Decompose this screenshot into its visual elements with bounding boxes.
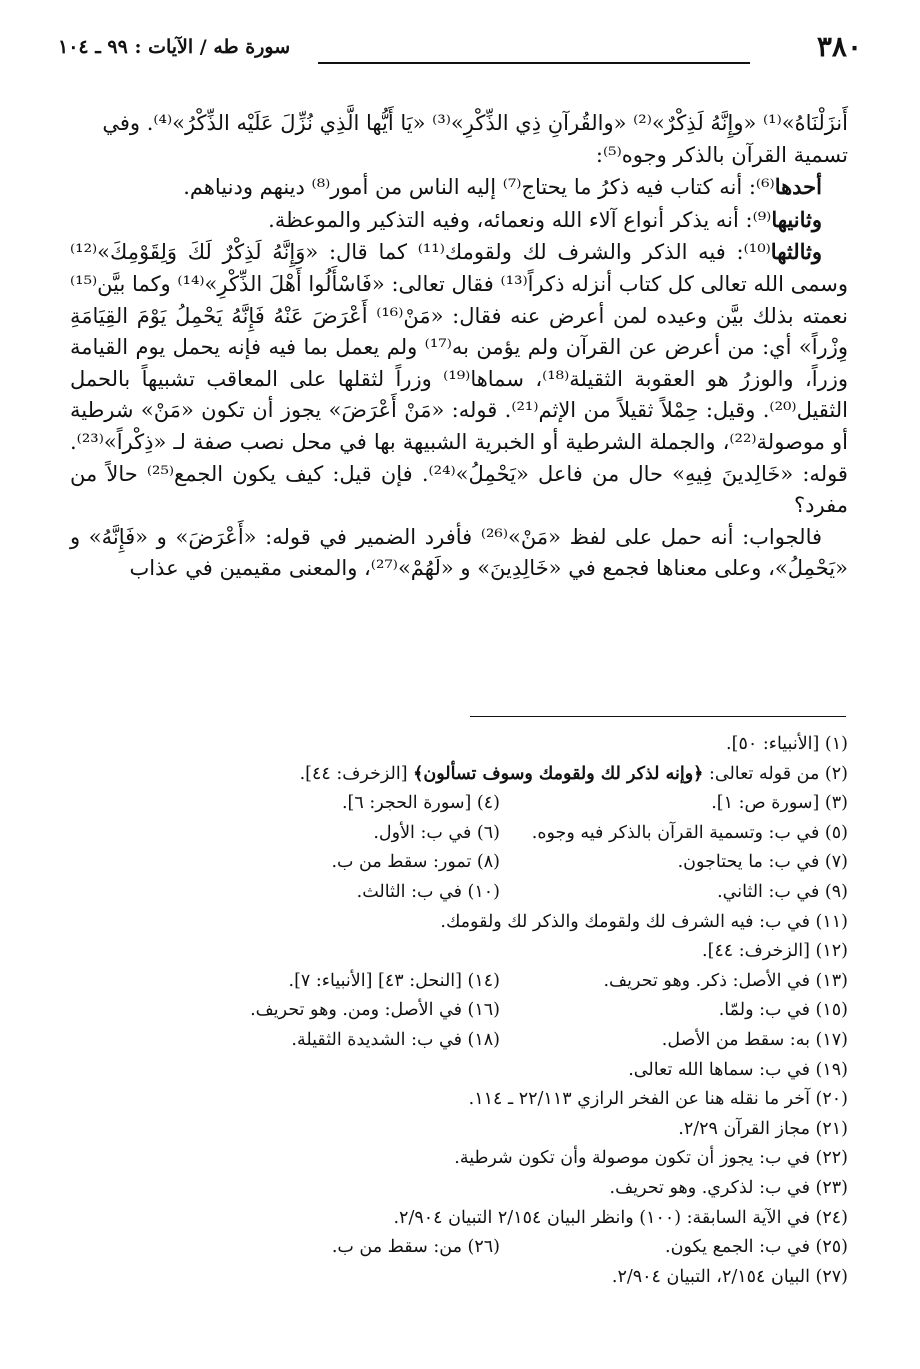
- footnote: (٣) [سورة ص: ١].: [711, 793, 848, 814]
- footnote: (٢٦) من: سقط من ب.: [331, 1237, 500, 1258]
- footnote: (٢٥) في ب: الجمع يكون.: [665, 1237, 848, 1258]
- paragraph-text: ⁽⁶⁾: أنه كتاب فيه ذكرُ ما يحتاج⁽⁷⁾ إليه الناس من أمور⁽⁸⁾ دينهم ودنياهم.: [183, 175, 775, 200]
- footnote: (١٤) [النحل: ٤٣] [الأنبياء: ٧].: [288, 970, 500, 991]
- footnote: (٢٠) آخر ما نقله هنا عن الفخر الرازي ٢٢/١١٣ ـ ١١٤.: [468, 1089, 848, 1110]
- footnote: (٤) [سورة الحجر: ٦].: [341, 793, 500, 814]
- footnote: (٢١) مجاز القرآن ٢/٢٩.: [678, 1118, 848, 1139]
- footnote: (١١) في ب: فيه الشرف لك ولقومك والذكر لك ولقومك.: [440, 911, 848, 932]
- footnote: (٦) في ب: الأول.: [373, 822, 500, 843]
- footnote: (٨) تمور: سقط من ب.: [331, 852, 500, 873]
- paragraph-third: [70, 236, 848, 521]
- main-text: [70, 108, 848, 585]
- footnote: (٥) في ب: وتسمية القرآن بالذكر فيه وجوه.: [531, 822, 848, 843]
- footnote: (١٣) في الأصل: ذكر. وهو تحريف.: [603, 970, 848, 991]
- paragraph-second: [70, 204, 848, 237]
- footnote: (١٧) به: سقط من الأصل.: [661, 1029, 848, 1050]
- paragraph-label: وثانيها: [771, 206, 822, 232]
- footnote: (١٩) في ب: سماها الله تعالى.: [628, 1059, 848, 1080]
- paragraph-text: ⁽¹⁰⁾: فيه الذكر والشرف لك ولقومك⁽¹¹⁾ كما قال: «وَإِنَّهُ لَذِكْرٌ لَكَ وَلِقَوْمِكَ»⁽¹²⁾ وسمى الله تعالى كل كتاب أنزله ذكراً⁽¹³⁾ فقال تعالى: «فَاسْأَلُوا أَهْلَ الذِّكْرِ»⁽¹⁴⁾ وكما بيَّن⁽¹⁵⁾ نعمته بذلك بيَّن وعيده لمن أعرض عنه فقال: «مَنْ⁽¹⁶⁾ أَعْرَضَ عَنْهُ فَإِنَّهُ يَحْمِلُ يَوْمَ القِيَامَةِ وِزْراً» أي: من أعرض عن القرآن ولم يؤمن به⁽¹⁷⁾ ولم يعمل بما فيه فإنه يحمل يوم القيامة وزراً، والوزرُ هو العقوبة الثقيلة⁽¹⁸⁾، سماها⁽¹⁹⁾ وزراً لثقلها على المعاقب تشبيهاً بالحمل الثقيل⁽²⁰⁾. وقيل: حِمْلاً ثقيلاً من الإثم⁽²¹⁾. قوله: «مَنْ أَعْرَضَ» يجوز أن تكون «مَنْ» شرطية أو موصولة⁽²²⁾، والجملة الشرطية أو الخبرية الشبيهة بها في محل نصب صفة لـ «ذِكْراً»⁽²³⁾. قوله: «خَالِدينَ فِيهِ» حال من فاعل «يَحْمِلُ»⁽²⁴⁾. فإن قيل: كيف يكون الجمع⁽²⁵⁾ حالاً من مفرد؟: [70, 240, 848, 518]
- text-line: تسمية القرآن بالذكر وجوه⁽⁵⁾:: [595, 142, 848, 167]
- header-rule: [318, 62, 750, 64]
- paragraph-label: أحدها: [774, 174, 822, 200]
- footnote: [300, 760, 848, 790]
- footnote: (١٠) في ب: الثالث.: [356, 881, 500, 902]
- footnote: (١٢) [الزخرف: ٤٤].: [702, 941, 848, 962]
- page-number: ٣٨٠: [816, 30, 862, 63]
- paragraph-text: ⁽⁹⁾: أنه يذكر أنواع آلاء الله ونعمائه، وفيه التذكير والموعظة.: [268, 207, 772, 232]
- footnote-quran-quote: ﴿وإنه لذكر لك ولقومك وسوف تسألون﴾: [413, 763, 704, 784]
- surah-title: سورة طه / الآيات : ٩٩ ـ ١٠٤: [58, 36, 291, 58]
- paragraph-first: [70, 171, 848, 204]
- footnote-text: [الزخرف: ٤٤].: [299, 763, 414, 784]
- footnote: (٩) في ب: الثاني.: [717, 881, 848, 902]
- footnote-separator: [470, 716, 846, 717]
- footnote: (١٥) في ب: ولمّا.: [718, 1000, 848, 1021]
- page-header: [58, 30, 862, 70]
- footnote: (٢٣) في ب: لذكري. وهو تحريف.: [609, 1177, 848, 1198]
- paragraph-answer: فالجواب: أنه حمل على لفظ «مَنْ»⁽²⁶⁾ فأفرد الضمير في قوله: «أَعْرَضَ» و «فَإِنَّهُ» و «يَحْمِلُ»، وعلى معناها فجمع في «خَالِدِينَ» و «لَهُمْ»⁽²⁷⁾، والمعنى مقيمين في عذاب: [70, 524, 848, 581]
- footnote: (١٨) في ب: الشديدة الثقيلة.: [291, 1029, 500, 1050]
- footnote: (٢٧) البيان ٢/١٥٤، التبيان ٢/٩٠٤.: [611, 1266, 848, 1287]
- footnote: (٧) في ب: ما يحتاجون.: [677, 852, 848, 873]
- footnote-text: (٢) من قوله تعالى:: [703, 763, 848, 784]
- text-line: أَنزَلْنَاهُ»⁽¹⁾ «وإِنَّهُ لَذِكْرٌ»⁽²⁾ «والقُرآنِ ذِي الذِّكْرِ»⁽³⁾ «يَا أَيُّها الَّذِي نُزِّلَ عَلَيْه الذِّكْرُ»⁽⁴⁾. وفي: [102, 111, 848, 135]
- paragraph-label: وثالثها: [770, 239, 822, 265]
- footnote: (٢٤) في الآية السابقة: (١٠٠) وانظر البيان ٢/١٥٤ التبيان ٢/٩٠٤.: [393, 1207, 848, 1228]
- footnote: (١٦) في الأصل: ومن. وهو تحريف.: [250, 1000, 500, 1021]
- footnote: (١) [الأنبياء: ٥٠].: [726, 734, 848, 754]
- footnotes: [60, 730, 848, 1292]
- footnote: (٢٢) في ب: يجوز أن تكون موصولة وأن تكون شرطية.: [454, 1148, 848, 1169]
